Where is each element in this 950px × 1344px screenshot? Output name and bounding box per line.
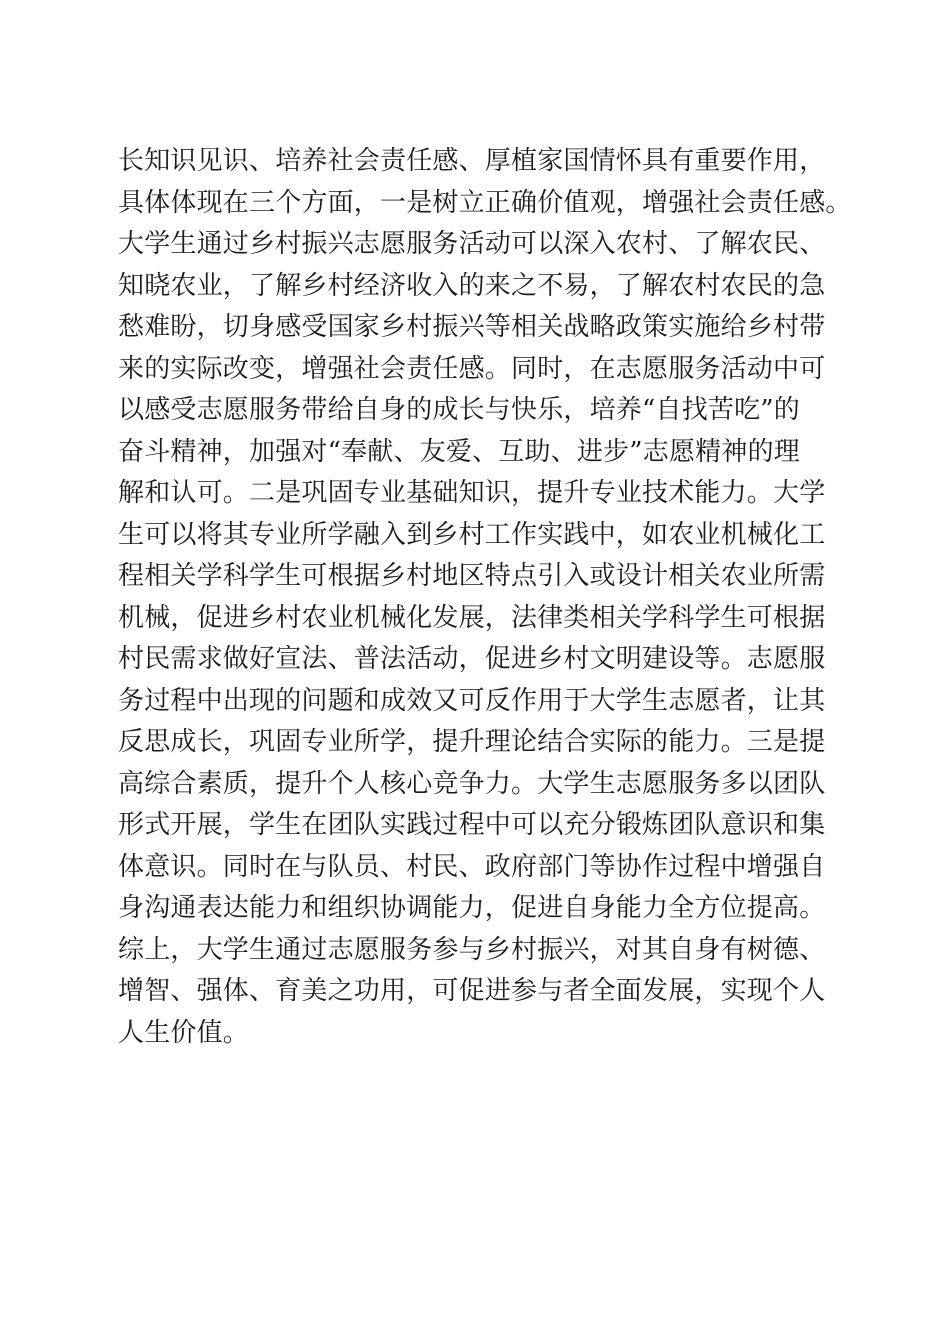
text-line: 大学生通过乡村振兴志愿服务活动可以深入农村、了解农民、 — [118, 229, 826, 259]
text-line: 具体体现在三个方面，一是树立正确价值观，增强社会责任感。 — [118, 187, 852, 218]
text-line: 知晓农业，了解乡村经济收入的来之不易，了解农村农民的急 — [118, 270, 826, 301]
text-line: 增智、强体、育美之功用，可促进参与者全面发展，实现个人 — [118, 976, 826, 1006]
body-text — [118, 141, 852, 1054]
text-line: 愁难盼，切身感受国家乡村振兴等相关战略政策实施给乡村带 — [118, 312, 826, 342]
text-line: 机械，促进乡村农业机械化发展，法律类相关学科学生可根据 — [118, 602, 826, 633]
text-line: 人生价值。 — [118, 1017, 250, 1048]
text-line: 程相关学科学生可根据乡村地区特点引入或设计相关农业所需 — [118, 561, 826, 591]
text-line: 奋斗精神，加强对“奉献、友爱、互助、进步”志愿精神的理 — [118, 436, 800, 467]
text-line: 长知识见识、培养社会责任感、厚植家国情怀具有重要作用， — [118, 146, 826, 176]
text-line: 身沟通表达能力和组织协调能力，促进自身能力全方位提高。 — [118, 893, 826, 923]
text-line: 务过程中出现的问题和成效又可反作用于大学生志愿者，让其 — [118, 685, 826, 716]
text-line: 高综合素质，提升个人核心竞争力。大学生志愿服务多以团队 — [118, 768, 826, 799]
text-line: 以感受志愿服务带给自身的成长与快乐，培养“自找苦吃”的 — [118, 395, 800, 425]
text-line: 村民需求做好宣法、普法活动，促进乡村文明建设等。志愿服 — [118, 644, 826, 674]
text-line: 形式开展，学生在团队实践过程中可以充分锻炼团队意识和集 — [118, 810, 826, 840]
text-line: 来的实际改变，增强社会责任感。同时，在志愿服务活动中可 — [118, 353, 826, 384]
text-line: 生可以将其专业所学融入到乡村工作实践中，如农业机械化工 — [118, 519, 826, 550]
text-line: 体意识。同时在与队员、村民、政府部门等协作过程中增强自 — [118, 851, 826, 882]
text-line: 解和认可。二是巩固专业基础知识，提升专业技术能力。大学 — [118, 478, 826, 508]
text-line: 综上，大学生通过志愿服务参与乡村振兴，对其自身有树德、 — [118, 934, 826, 965]
text-line: 反思成长，巩固专业所学，提升理论结合实际的能力。三是提 — [118, 727, 826, 757]
